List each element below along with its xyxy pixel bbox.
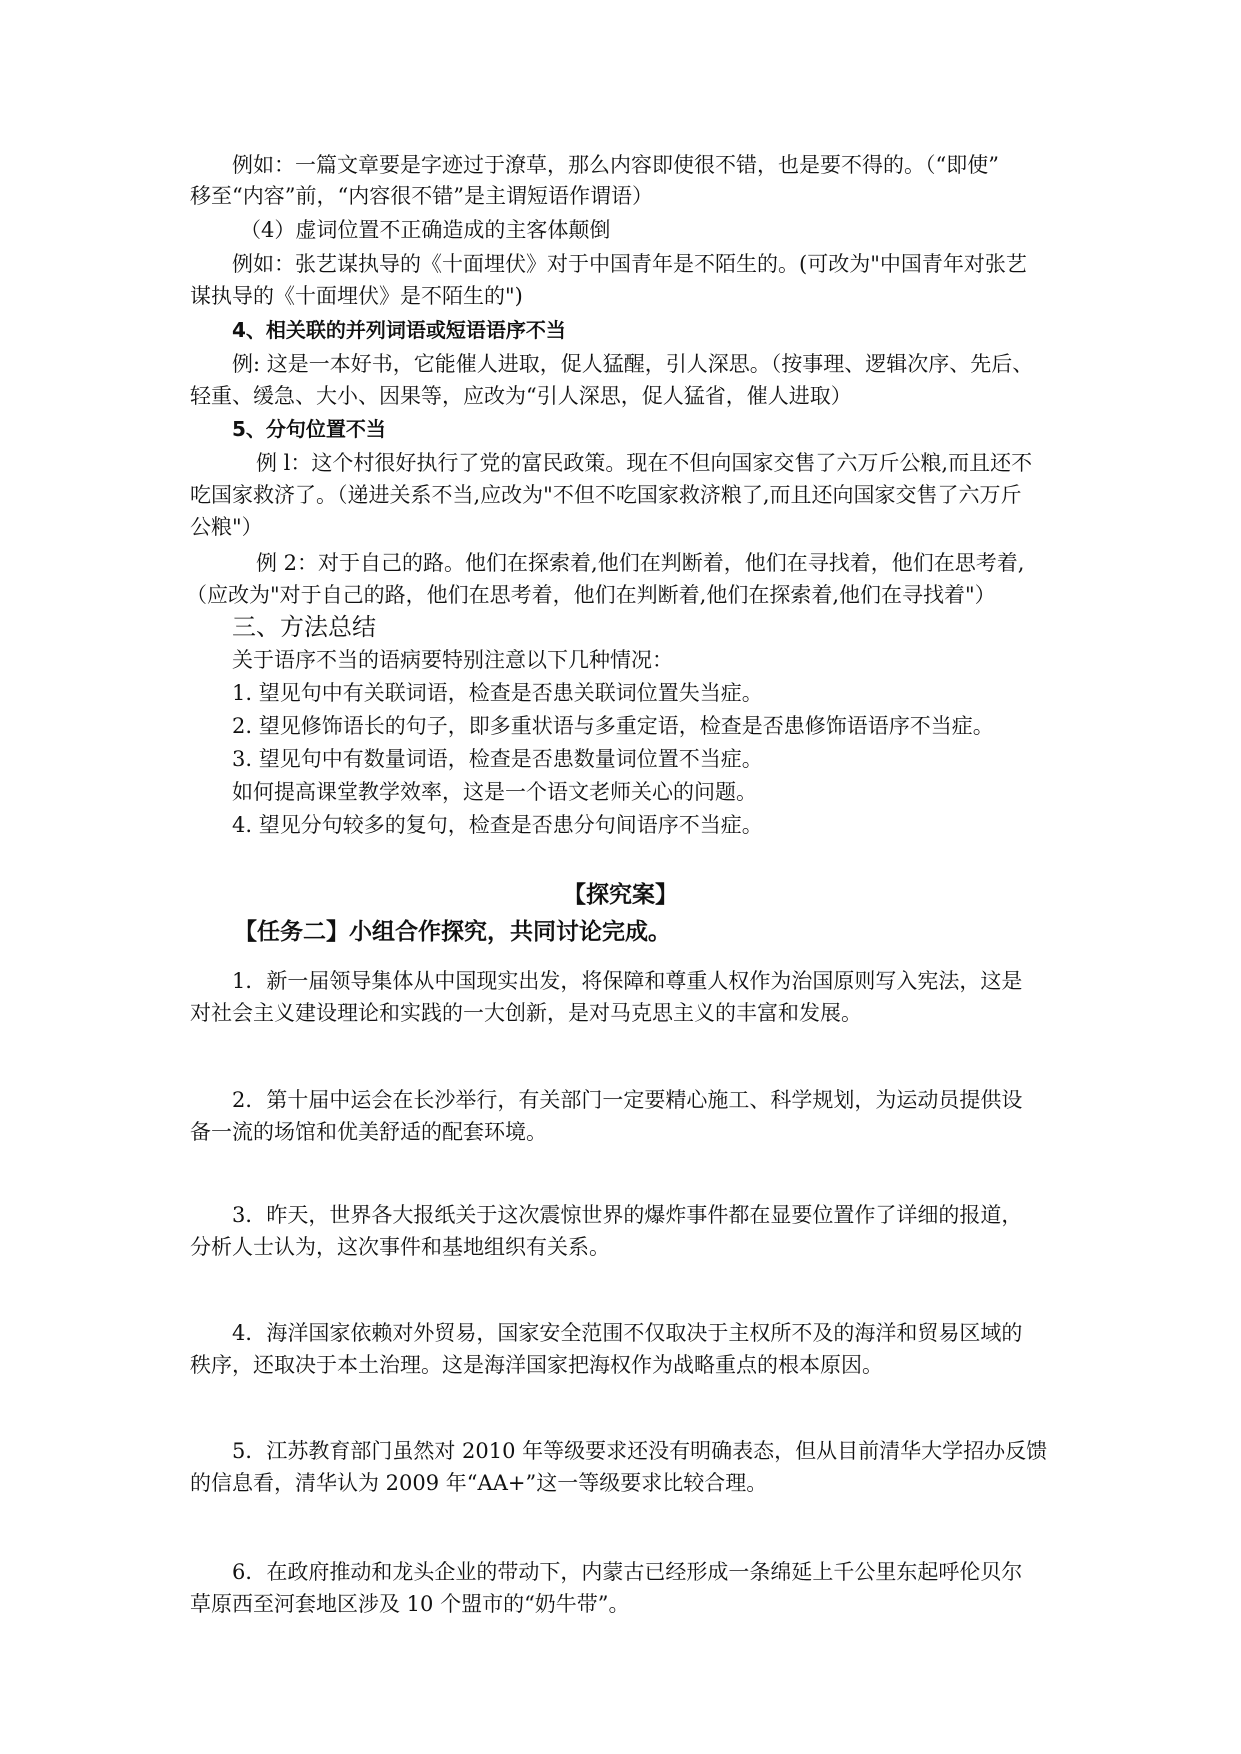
heading-5-example-2-line-1: 例 2：对于自己的路。他们在探索着,他们在判断着，他们在寻找着，他们在思考着, xyxy=(256,551,1025,575)
example-3-line-1: 例如：一篇文章要是字迹过于潦草，那么内容即使很不错，也是要不得的。（“即使” xyxy=(232,153,999,177)
question-6-line-1: 6．在政府推动和龙头企业的带动下，内蒙古已经形成一条绵延上千公里东起呼伦贝尔 xyxy=(232,1560,1023,1584)
summary-item-number: 2. xyxy=(232,714,253,738)
heading-4: 4、相关联的并列词语或短语语序不当 xyxy=(232,318,566,342)
summary-note: 如何提高课堂教学效率，这是一个语文老师关心的问题。 xyxy=(232,780,757,804)
summary-item-number: 1. xyxy=(232,681,253,705)
item-4-title: （4）虚词位置不正确造成的主客体颠倒 xyxy=(240,218,611,242)
heading-4-example-line-2: 轻重、缓急、大小、因果等，应改为“引人深思，促人猛省，催人进取） xyxy=(190,384,852,408)
summary-item-text: 望见修饰语长的句子，即多重状语与多重定语，检查是否患修饰语语序不当症。 xyxy=(258,714,994,738)
summary-intro: 关于语序不当的语病要特别注意以下几种情况： xyxy=(232,648,673,672)
summary-item-2 xyxy=(232,711,994,741)
question-2-line-2: 备一流的场馆和优美舒适的配套环境。 xyxy=(190,1120,547,1144)
summary-item-4 xyxy=(232,810,763,840)
heading-5-example-1-line-2: 吃国家救济了。（递进关系不当,应改为"不但不吃国家救济粮了,而且还向国家交售了六万斤 xyxy=(190,483,1022,507)
heading-5-example-1-line-3: 公粮"） xyxy=(190,515,263,539)
summary-item-number: 4. xyxy=(232,813,253,837)
summary-heading: 三、方法总结 xyxy=(232,613,376,641)
question-2-line-1: 2．第十届中运会在长沙举行，有关部门一定要精心施工、科学规划，为运动员提供设 xyxy=(232,1088,1023,1112)
heading-4-example-line-1: 例: 这是一本好书，它能催人进取，促人猛醒，引人深思。（按事理、逻辑次序、先后、 xyxy=(232,352,1034,376)
summary-item-number: 3. xyxy=(232,747,253,771)
example-4-line-1: 例如：张艺谋执导的《十面埋伏》对于中国青年是不陌生的。(可改为"中国青年对张艺 xyxy=(232,252,1027,276)
heading-5-example-1-line-1: 例 l：这个村很好执行了党的富民政策。现在不但向国家交售了六万斤公粮,而且还不 xyxy=(256,451,1033,475)
question-5-line-2: 的信息看，清华认为 2009 年“AA+”这一等级要求比较合理。 xyxy=(190,1471,768,1495)
question-6-line-2: 草原西至河套地区涉及 10 个盟市的“奶牛带”。 xyxy=(190,1592,630,1616)
summary-item-text: 望见分句较多的复句，检查是否患分句间语序不当症。 xyxy=(258,813,763,837)
example-3-line-2: 移至“内容”前，“内容很不错”是主谓短语作谓语） xyxy=(190,184,653,208)
question-1-line-1: 1．新一届领导集体从中国现实出发，将保障和尊重人权作为治国原则写入宪法，这是 xyxy=(232,969,1023,993)
question-4-line-1: 4．海洋国家依赖对外贸易，国家安全范围不仅取决于主权所不及的海洋和贸易区域的 xyxy=(232,1321,1023,1345)
question-4-line-2: 秩序，还取决于本土治理。这是海洋国家把海权作为战略重点的根本原因。 xyxy=(190,1353,883,1377)
heading-5-example-2-line-2: （应改为"对于自己的路，他们在思考着，他们在判断着,他们在探索着,他们在寻找着"） xyxy=(186,583,996,607)
inquiry-title: 【探究案】 xyxy=(563,882,678,908)
question-5-line-1: 5．江苏教育部门虽然对 2010 年等级要求还没有明确表态，但从目前清华大学招办反馈 xyxy=(232,1439,1048,1463)
summary-item-1 xyxy=(232,678,763,708)
question-1-line-2: 对社会主义建设理论和实践的一大创新，是对马克思主义的丰富和发展。 xyxy=(190,1001,862,1025)
summary-item-text: 望见句中有关联词语，检查是否患关联词位置失当症。 xyxy=(258,681,763,705)
question-3-line-1: 3．昨天，世界各大报纸关于这次震惊世界的爆炸事件都在显要位置作了详细的报道， xyxy=(232,1203,1023,1227)
summary-item-3 xyxy=(232,744,763,774)
summary-item-text: 望见句中有数量词语，检查是否患数量词位置不当症。 xyxy=(258,747,763,771)
question-3-line-2: 分析人士认为，这次事件和基地组织有关系。 xyxy=(190,1235,610,1259)
heading-5: 5、分句位置不当 xyxy=(232,417,386,441)
task-heading: 【任务二】小组合作探究，共同讨论完成。 xyxy=(234,919,671,945)
example-4-line-2: 谋执导的《十面埋伏》是不陌生的") xyxy=(190,284,523,308)
